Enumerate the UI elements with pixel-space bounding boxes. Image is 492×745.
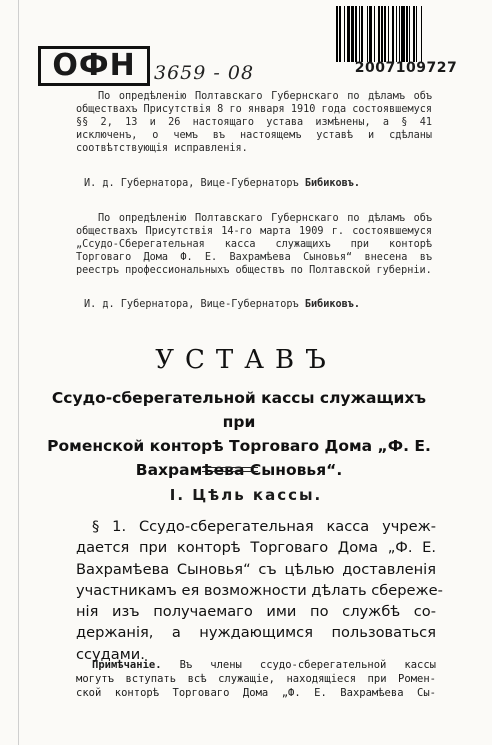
note-line: ской конторѣ Торговаго Дома „Ф. Е. Вахрамѣева Сы-	[76, 687, 436, 699]
decree-1-text: По опредѣленію Полтавскаго Губернскаго по дѣламъ объ обществахъ Присутствія 8 го января 1910 года состоявшемуся §§ 2, 13 и 26 настоящаго устава измѣнены, а § 41 исключенъ, о чемъ въ настоящемъ уставѣ и сдѣланы соотвѣтствующія исправленія.	[76, 91, 432, 154]
signature-name: Бибиковъ.	[304, 299, 361, 310]
subtitle-line: Вахрамѣева Сыновья“.	[135, 461, 343, 479]
paragraph-line: § 1. Ссудо-сберегательная касса учреж-	[92, 518, 436, 535]
decree-1	[76, 90, 432, 155]
decree-1-signature	[84, 178, 434, 189]
paragraph-line: дается при конторѣ Торговаго Дома „Ф. Е.	[76, 539, 436, 557]
paragraph-line: ссудами.	[76, 645, 145, 663]
decree-2-text: По опредѣленію Полтавскаго Губернскаго по дѣламъ объ обществахъ Присутствія 14-го марта 1909 г. состоявшемуся „Ссудо-Сберегательная касса служащихъ при конторѣ Торговаго Дома Ф. Е. Вахрамѣева Сыновья“ внесена въ реестръ профессиональныхъ обществъ по Полтавской губерніи.	[76, 213, 432, 276]
paragraph-line: Вахрамѣева Сыновья“ съ цѣлью доставленія	[76, 560, 436, 578]
barcode-stripe	[422, 6, 424, 62]
signature-name: Бибиковъ.	[304, 178, 361, 189]
signature-title: И. д. Губернатора, Вице-Губернаторъ	[84, 299, 305, 310]
handwritten-shelf-number: 3659 - 08	[154, 62, 255, 84]
barcode-graphic	[336, 6, 476, 62]
note-line: могутъ вступать всѣ служащіе, находящіеся при Ромен-	[76, 673, 436, 685]
note-line	[76, 658, 436, 672]
decree-2	[76, 212, 432, 277]
signature-title: И. д. Губернатора, Вице-Губернаторъ	[84, 178, 305, 189]
note	[76, 658, 436, 700]
note-label: Примѣчаніе.	[92, 659, 162, 671]
subtitle-line: Ссудо-сберегательной кассы служащихъ при	[51, 389, 427, 431]
section-heading: I. Цѣль кассы.	[169, 486, 323, 504]
library-stamp: ОФН	[38, 46, 150, 86]
paragraph-line: нія изъ получаемаго ими по службѣ со-	[76, 603, 436, 621]
paragraph-line: держанія, а нуждающимся пользоваться	[76, 624, 436, 642]
barcode-number: 2007109727	[354, 60, 458, 76]
subtitle-line: Роменской конторѣ Торговаго Дома „Ф. Е.	[47, 437, 431, 455]
paragraph-line: участникамъ ея возможности дѣлать сбереже-	[76, 581, 443, 599]
note-text: Въ члены ссудо-сберегательной кассы	[161, 659, 436, 671]
paragraph-1	[76, 516, 443, 665]
decree-2-signature	[84, 299, 434, 310]
document-title: УСТАВЪ	[155, 345, 337, 375]
divider-rule	[202, 467, 258, 472]
